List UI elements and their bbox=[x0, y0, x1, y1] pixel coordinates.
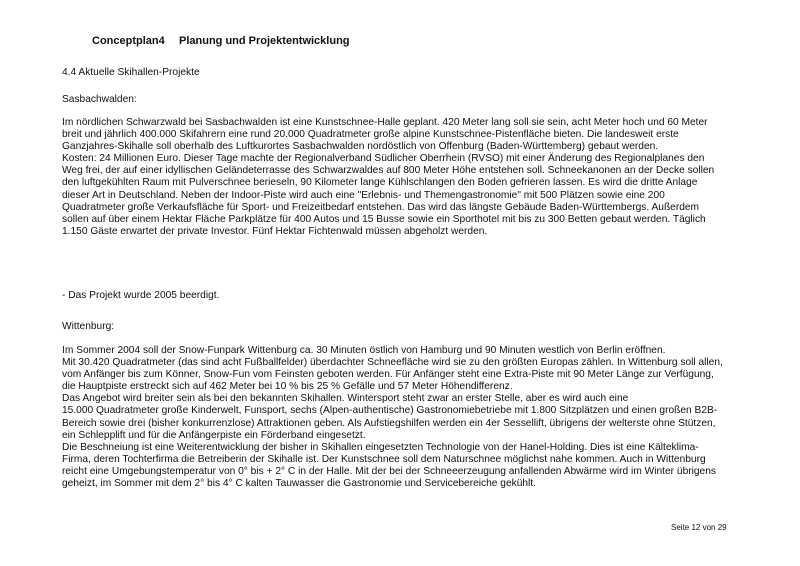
wittenburg-paragraph bbox=[62, 345, 723, 490]
text-line: vom Anfänger bis zum Könner, Snow-Fun vom Feinsten geboten werden. Für Anfänger steht eine Extra-Piste mit 90 Meter Länge zur Verfügung, bbox=[62, 369, 714, 381]
text-line: 1.150 Gäste erwartet der private Investor. Fünf Hektar Fichtenwald müssen abgeholzt werden. bbox=[62, 225, 488, 237]
page-number: Seite 12 von 29 bbox=[671, 523, 727, 532]
text-line: dieser Art in Deutschland. Neben der Indoor-Piste wird auch eine "Erlebnis- und Themengastronomie" mit 500 Plätzen sowie eine 200 bbox=[62, 189, 665, 201]
text-line: breit und jährlich 400.000 Skifahrern eine rund 20.000 Quadratmeter große alpine Kunstschnee-Pistenfläche bieten. Die landesweit erste bbox=[62, 129, 679, 141]
text-line: die Hauptpiste erstreckt sich auf 462 Meter bei 10 % bis 25 % Gefälle und 57 Meter Höhendifferenz. bbox=[62, 381, 513, 393]
text-line: sollen auf über einem Hektar Fläche Parkplätze für 400 Autos und 15 Busse sowie ein Sporthotel mit bis zu 300 Betten gebaut werden. Täglich bbox=[62, 213, 706, 225]
header-subtitle: Planung und Projektentwicklung bbox=[179, 35, 350, 47]
wittenburg-heading: Wittenburg: bbox=[62, 321, 115, 332]
text-line: Das Angebot wird breiter sein als bei den bekannten Skihallen. Wintersport steht zwar an erster Stelle, aber es wird auch eine bbox=[62, 393, 629, 405]
text-line: Mit 30.420 Quadratmeter (das sind acht Fußballfelder) überdachter Schneefläche wird sie zu den größten Europas zählen. In Wittenburg soll allen, bbox=[62, 357, 723, 369]
sasbachwalden-paragraph bbox=[62, 117, 714, 238]
text-line: Die Beschneiung ist eine Weiterentwicklung der bisher in Skihallen eingesetzten Technologie von der Hanel-Holding. Dies ist eine Kälteklima- bbox=[62, 441, 699, 453]
text-line: den luftgekühlten Raum mit Pulverschnee berieseln, 90 Kilometer lange Kühlschlangen den Boden gefrieren lassen. Es wird die dritte Anlage bbox=[62, 177, 698, 189]
text-line: Im Sommer 2004 soll der Snow-Funpark Wittenburg ca. 30 Minuten östlich von Hamburg und 90 Minuten westlich von Berlin eröffnen. bbox=[62, 345, 666, 356]
text-line: ein Schlepplift und für die Anfängerpiste ein Förderband eingesetzt. bbox=[62, 429, 366, 441]
text-line: reicht eine Umgebungstemperatur von 0° bis + 2° C in der Halle. Mit der bei der Schneeerzeugung anfallenden Abwärme wird im Winter übrigens bbox=[62, 465, 716, 477]
text-line: 15.000 Quadratmeter große Kinderwelt, Funsport, sechs (Alpen-authentische) Gastronomiebetriebe mit 1.800 Sitzplätzen und einen großen B2B- bbox=[62, 405, 718, 417]
text-line: Ganzjahres-Skihalle soll oberhalb des Luftkurortes Sasbachwalden nordöstlich von Offenburg (Baden-Württemberg) gebaut werden. bbox=[62, 141, 659, 153]
sasbachwalden-note: - Das Projekt wurde 2005 beerdigt. bbox=[62, 290, 220, 301]
text-line: Bereich sowie drei (bisher konkurrenzlose) Attraktionen geben. Als Aufstiegshilfen werden ein 4er Sessellift, übrigens der welterste ohne Stützen, bbox=[62, 417, 716, 429]
text-line: Im nördlichen Schwarzwald bei Sasbachwalden ist eine Kunstschnee-Halle geplant. 420 Meter lang soll sie sein, acht Meter hoch und 60 Meter bbox=[62, 117, 708, 128]
text-line: Kosten: 24 Millionen Euro. Dieser Tage machte der Regionalverband Südlicher Oberrhein (RVSO) mit einer Änderung des Regionalplanes den bbox=[62, 153, 705, 165]
text-line: Weg frei, der auf einer idyllischen Geländeterrasse des Schwarzwaldes auf 800 Meter Höhe entstehen soll. Schneekanonen an der Decke sollen bbox=[62, 165, 715, 177]
text-line: Quadratmeter große Verkaufsfläche für Sport- und Freizeitbedarf entstehen. Das wird das längste Gebäude Baden-Württembergs. Außerdem bbox=[62, 201, 700, 213]
text-line: Firma, deren Tochterfirma die Betreiberin der Skihalle ist. Der Kunstschnee soll dem Naturschnee möglichst nahe kommen. Auch in Wittenburg bbox=[62, 453, 706, 465]
sasbachwalden-heading: Sasbachwalden: bbox=[62, 94, 137, 105]
header-company: Conceptplan4 bbox=[92, 35, 165, 47]
text-line: geheizt, im Sommer mit dem 2° bis 4° C kalten Tauwasser die Gastronomie und Servicebereiche gekühlt. bbox=[62, 478, 536, 490]
section-title: 4.4 Aktuelle Skihallen-Projekte bbox=[62, 67, 200, 78]
